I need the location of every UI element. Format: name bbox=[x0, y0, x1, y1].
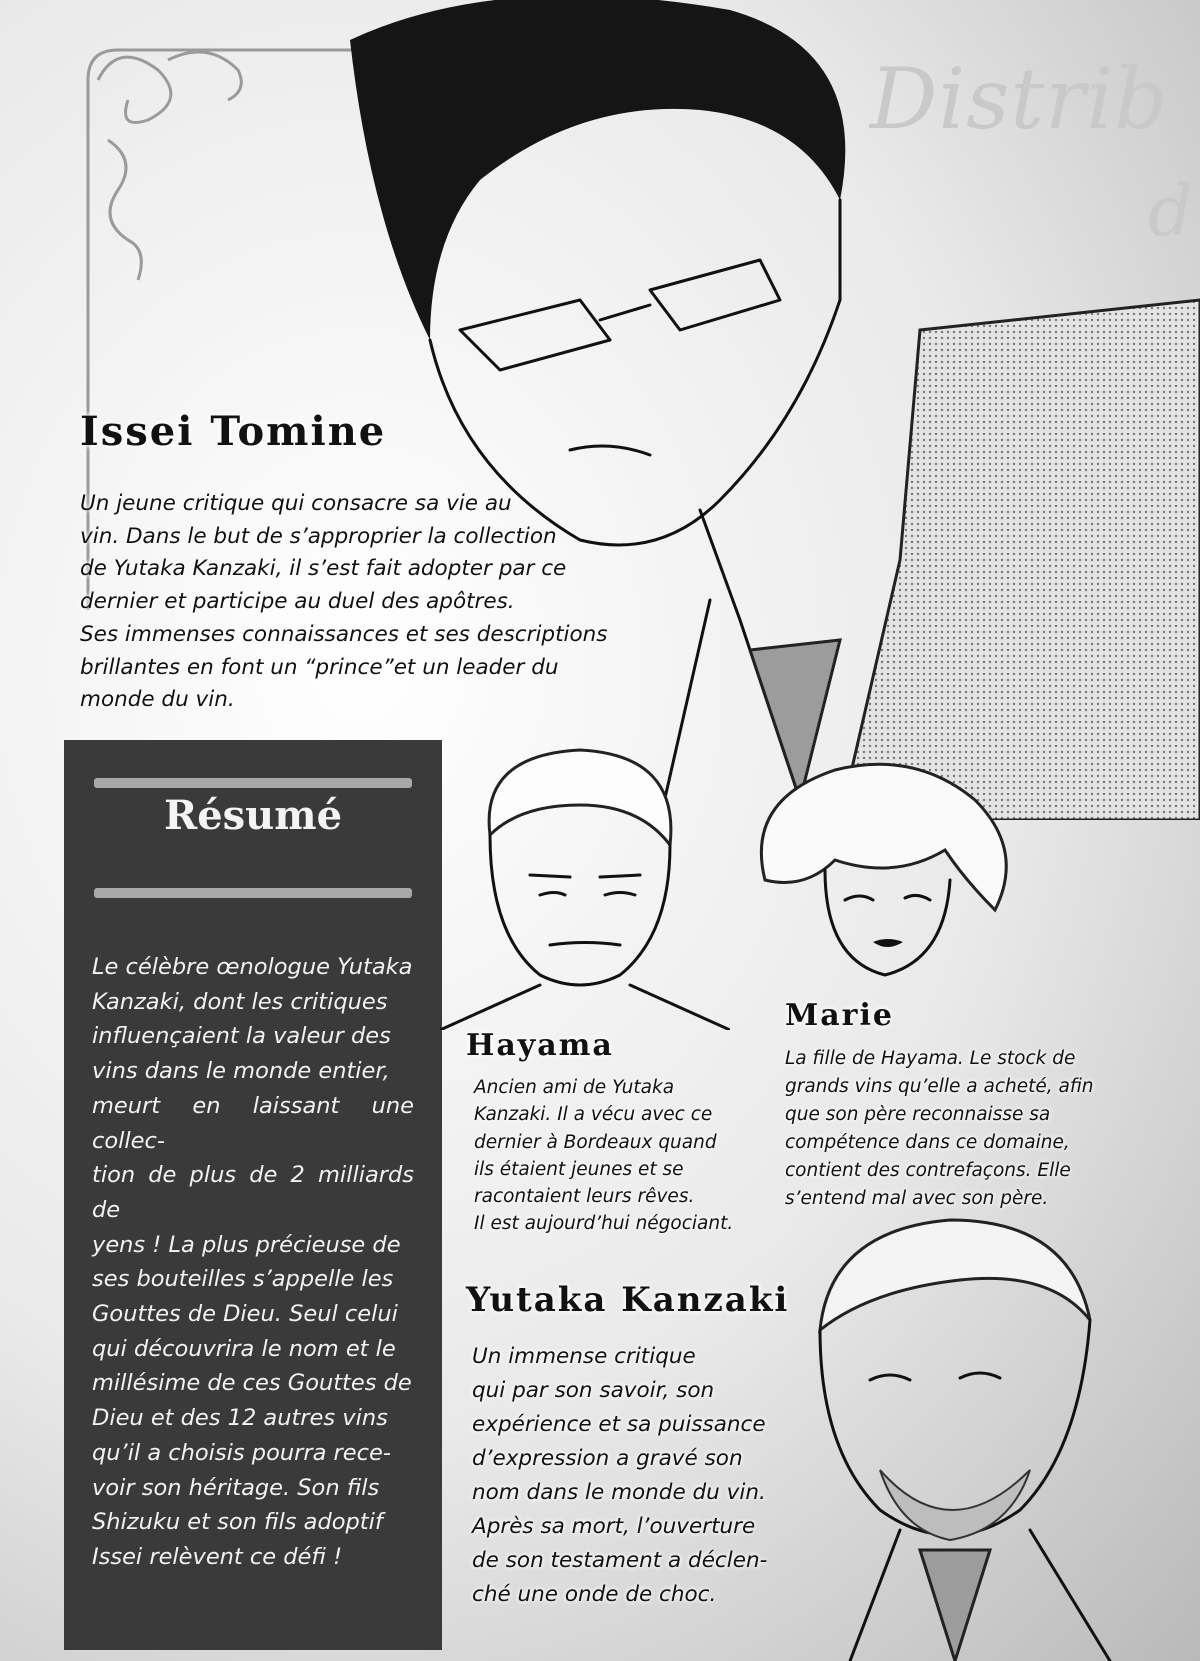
hayama-description: Ancien ami de Yutaka Kanzaki. Il a vécu avec ce dernier à Bordeaux quand ils étaient jeunes et se racontaient leurs rêves. Il est aujourd’hui négociant. bbox=[474, 1077, 734, 1235]
resume-title: Résumé bbox=[163, 792, 343, 839]
issei-name: Issei Tomine bbox=[80, 408, 387, 455]
hayama-portrait bbox=[440, 745, 730, 1030]
marie-name: Marie bbox=[785, 998, 894, 1033]
resume-panel bbox=[64, 740, 442, 1650]
issei-description: Un jeune critique qui consacre sa vie au vin. Dans le but de s’approprier la collection de Yutaka Kanzaki, il s’est fait adopter par ce dernier et participe au duel des apôtres. Ses immenses connaissances et ses descriptions brillantes en font un “prince”et un leader du monde du vin. bbox=[80, 491, 608, 713]
resume-text: Le célèbre œnologue Yutaka Kanzaki, dont les critiques influençaient la valeur des vins dans le monde entier, meurt en laissant une collec- tion de plus de 2 milliards de yens ! La plus précieuse de ses bouteilles s’appelle les Gouttes de Dieu. Seul celui qui découvrira le nom et le millésime de ces Gouttes de Dieu et des 12 autres vins qu’il a choisis pourra rece- voir son héritage. Son fils Shizuku et son fils adoptif Issei relèvent ce défi ! bbox=[92, 954, 414, 1570]
hayama-name: Hayama bbox=[466, 1028, 614, 1063]
marie-portrait bbox=[745, 760, 1025, 1000]
yutaka-portrait bbox=[790, 1210, 1200, 1661]
resume-bar-top bbox=[94, 778, 412, 788]
marie-description: La fille de Hayama. Le stock de grands vins qu’elle a acheté, afin que son père reconnaisse sa compétence dans ce domaine, contient des contrefaçons. Elle s’entend mal avec son père. bbox=[785, 1048, 1094, 1209]
yutaka-name: Yutaka Kanzaki bbox=[466, 1280, 790, 1320]
background-heading-line2: d bbox=[1148, 170, 1193, 252]
yutaka-description: Un immense critique qui par son savoir, son expérience et sa puissance d’expression a gravé son nom dans le monde du vin. Après sa mort, l’ouverture de son testament a déclen- ché une onde de choc. bbox=[472, 1344, 768, 1607]
background-heading: Distrib bbox=[870, 50, 1169, 148]
resume-bar-bottom bbox=[94, 888, 412, 898]
